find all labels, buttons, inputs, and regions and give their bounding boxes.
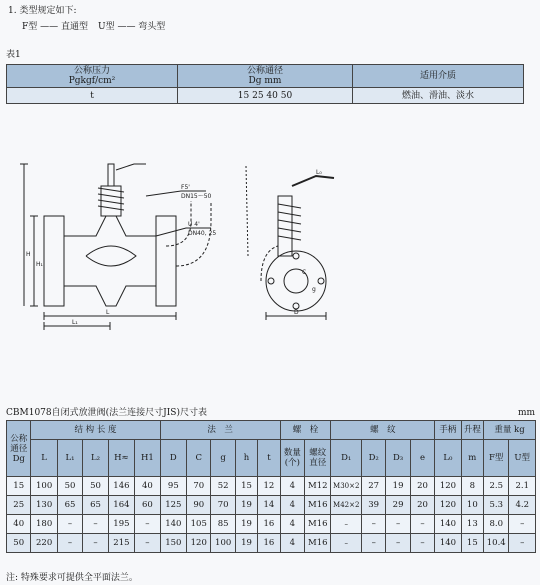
table-cell: 164 [108,496,134,515]
table-cell: 13 [461,515,483,534]
left-flange [44,216,64,306]
table-cell: – [386,515,410,534]
table-cell: 215 [108,534,134,553]
table-cell: – [83,534,108,553]
table-cell: M16 [305,515,331,534]
table-cell: – [57,515,82,534]
table-cell: – [331,515,362,534]
sub-header: C [187,440,211,477]
table-cell: 140 [435,515,461,534]
table-cell: 20 [410,496,434,515]
table-cell: 65 [57,496,82,515]
header-lift: 升程 [461,421,483,440]
table-cell: 100 [211,534,235,553]
header-length: 结 构 长 度 [31,421,160,440]
table-cell: 12 [258,477,280,496]
table-cell: 40 [7,515,31,534]
table-cell: 70 [187,477,211,496]
sub-header: 数量(个) [280,440,304,477]
table2-title: CBM1078自闭式放泄阀(法兰连接尺寸JIS)尺寸表 [6,408,207,418]
table-cell: 19 [235,496,257,515]
label-d: D [294,309,299,316]
table-cell: 40 [135,477,160,496]
table-cell: 90 [187,496,211,515]
dimension-table [6,420,536,553]
table-cell: M12 [305,477,331,496]
table-cell: M42×2 [331,496,362,515]
table-cell: 50 [7,534,31,553]
table-cell: 16 [258,534,280,553]
label-lo: L₀ [316,169,322,176]
table-cell: – [83,515,108,534]
table-cell: 85 [211,515,235,534]
sub-header: D [160,440,186,477]
header-weight: 重量 kg [484,421,536,440]
table-cell: – [331,534,362,553]
header-thread: 螺 纹 [331,421,435,440]
sub-header: F型 [484,440,509,477]
table-cell: M30×2 [331,477,362,496]
sub-header: L [31,440,57,477]
table-cell: 4.2 [509,496,536,515]
table-cell: 8.0 [484,515,509,534]
sub-header: H1 [135,440,160,477]
table1 [6,64,524,104]
table-cell: 15 [7,477,31,496]
table-cell: 4 [280,534,304,553]
label-dn40-25: DN40, 25 [188,230,217,237]
right-flange [156,216,176,306]
table-cell: – [509,534,536,553]
label-l1: L₁ [72,319,78,326]
table-cell: 2.1 [509,477,536,496]
table-cell: – [361,534,385,553]
sub-header: D₃ [386,440,410,477]
sub-header: U型 [509,440,536,477]
table-cell: 19 [386,477,410,496]
table-cell: – [410,534,434,553]
table-cell: 140 [435,534,461,553]
table-cell: 120 [435,477,461,496]
table-cell: M16 [305,534,331,553]
table1-header-pressure: 公称压力 Pgkgf/cm² [7,65,178,88]
table1-row [7,88,524,104]
table-cell: 70 [211,496,235,515]
table2-sub-header-row [7,440,536,477]
table-cell: 10 [461,496,483,515]
table-cell: 60 [135,496,160,515]
table-cell: M16 [305,496,331,515]
sub-header: t [258,440,280,477]
table-cell: 120 [435,496,461,515]
table-cell: 125 [160,496,186,515]
label-dn15-50: DN15～50 [181,193,212,200]
table-cell: 180 [31,515,57,534]
table2-unit: mm [518,408,536,418]
table1-header-row [7,65,524,88]
table-row [7,515,536,534]
table-cell: 220 [31,534,57,553]
table1-cell-medium: 燃油、滑油、淡水 [353,88,524,104]
table1-header-diameter: 公称通径 Dg mm [178,65,353,88]
table1-header-medium: 适用介质 [353,65,524,88]
table-cell: 25 [7,496,31,515]
table-cell: 19 [235,515,257,534]
label-c: C [302,269,307,276]
table-cell: 2.5 [484,477,509,496]
table-cell: 130 [31,496,57,515]
table1-cell-pressure: t [7,88,178,104]
sub-header: L₁ [57,440,82,477]
valve-drawing [16,156,346,336]
table-cell: – [509,515,536,534]
table-cell: 16 [258,515,280,534]
sub-header: H≈ [108,440,134,477]
sub-header: e [410,440,434,477]
table-cell: – [135,534,160,553]
header-bolt: 螺 栓 [280,421,331,440]
table-cell: 50 [83,477,108,496]
table-row [7,477,536,496]
table-cell: 65 [83,496,108,515]
table-row [7,496,536,515]
sub-header: D₁ [331,440,362,477]
table-cell: – [386,534,410,553]
table-cell: 100 [31,477,57,496]
table-cell: 120 [187,534,211,553]
table-row [7,534,536,553]
header-dg: 公称通径Dg [7,421,31,477]
table-cell: 50 [57,477,82,496]
sub-header: L₀ [435,440,461,477]
table-cell: 195 [108,515,134,534]
type-f-description: F型 —— 直通型 [22,22,88,32]
table-cell: 4 [280,515,304,534]
table-cell: 146 [108,477,134,496]
table-cell: 4 [280,477,304,496]
label-u4: U 4' [188,221,200,228]
sub-header: 螺纹直径 [305,440,331,477]
table-cell: – [361,515,385,534]
table-cell: 5.3 [484,496,509,515]
type-u-description: U型 —— 弯头型 [98,22,166,32]
table1-label: 表1 [6,50,21,60]
header-flange: 法 兰 [160,421,280,440]
sub-header: m [461,440,483,477]
sub-header: g [211,440,235,477]
table-cell: 8 [461,477,483,496]
table-cell: – [135,515,160,534]
label-f5: F5' [181,184,190,191]
label-l: L [106,309,110,316]
table1-cell-diameter: 15 25 40 50 [178,88,353,104]
header-handle: 手柄 [435,421,461,440]
sub-header: L₂ [83,440,108,477]
table-cell: 150 [160,534,186,553]
table2-group-header-row [7,421,536,440]
table-cell: – [57,534,82,553]
table-cell: 4 [280,496,304,515]
table-cell: 10.4 [484,534,509,553]
label-h1: H₁ [36,261,43,268]
sub-header: h [235,440,257,477]
section-title: 1. 类型规定如下: [8,6,77,16]
table-cell: 15 [461,534,483,553]
label-g: g [312,286,316,293]
table-cell: 52 [211,477,235,496]
table-cell: 15 [235,477,257,496]
table-cell: – [410,515,434,534]
table-cell: 140 [160,515,186,534]
table-cell: 39 [361,496,385,515]
sub-header: D₂ [361,440,385,477]
table-cell: 29 [386,496,410,515]
table-cell: 20 [410,477,434,496]
table-cell: 105 [187,515,211,534]
table-cell: 19 [235,534,257,553]
table2-note: 注: 特殊要求可提供全平面法兰。 [6,573,138,583]
table-cell: 14 [258,496,280,515]
label-h: H [26,251,31,258]
table-cell: 95 [160,477,186,496]
table-cell: 27 [361,477,385,496]
